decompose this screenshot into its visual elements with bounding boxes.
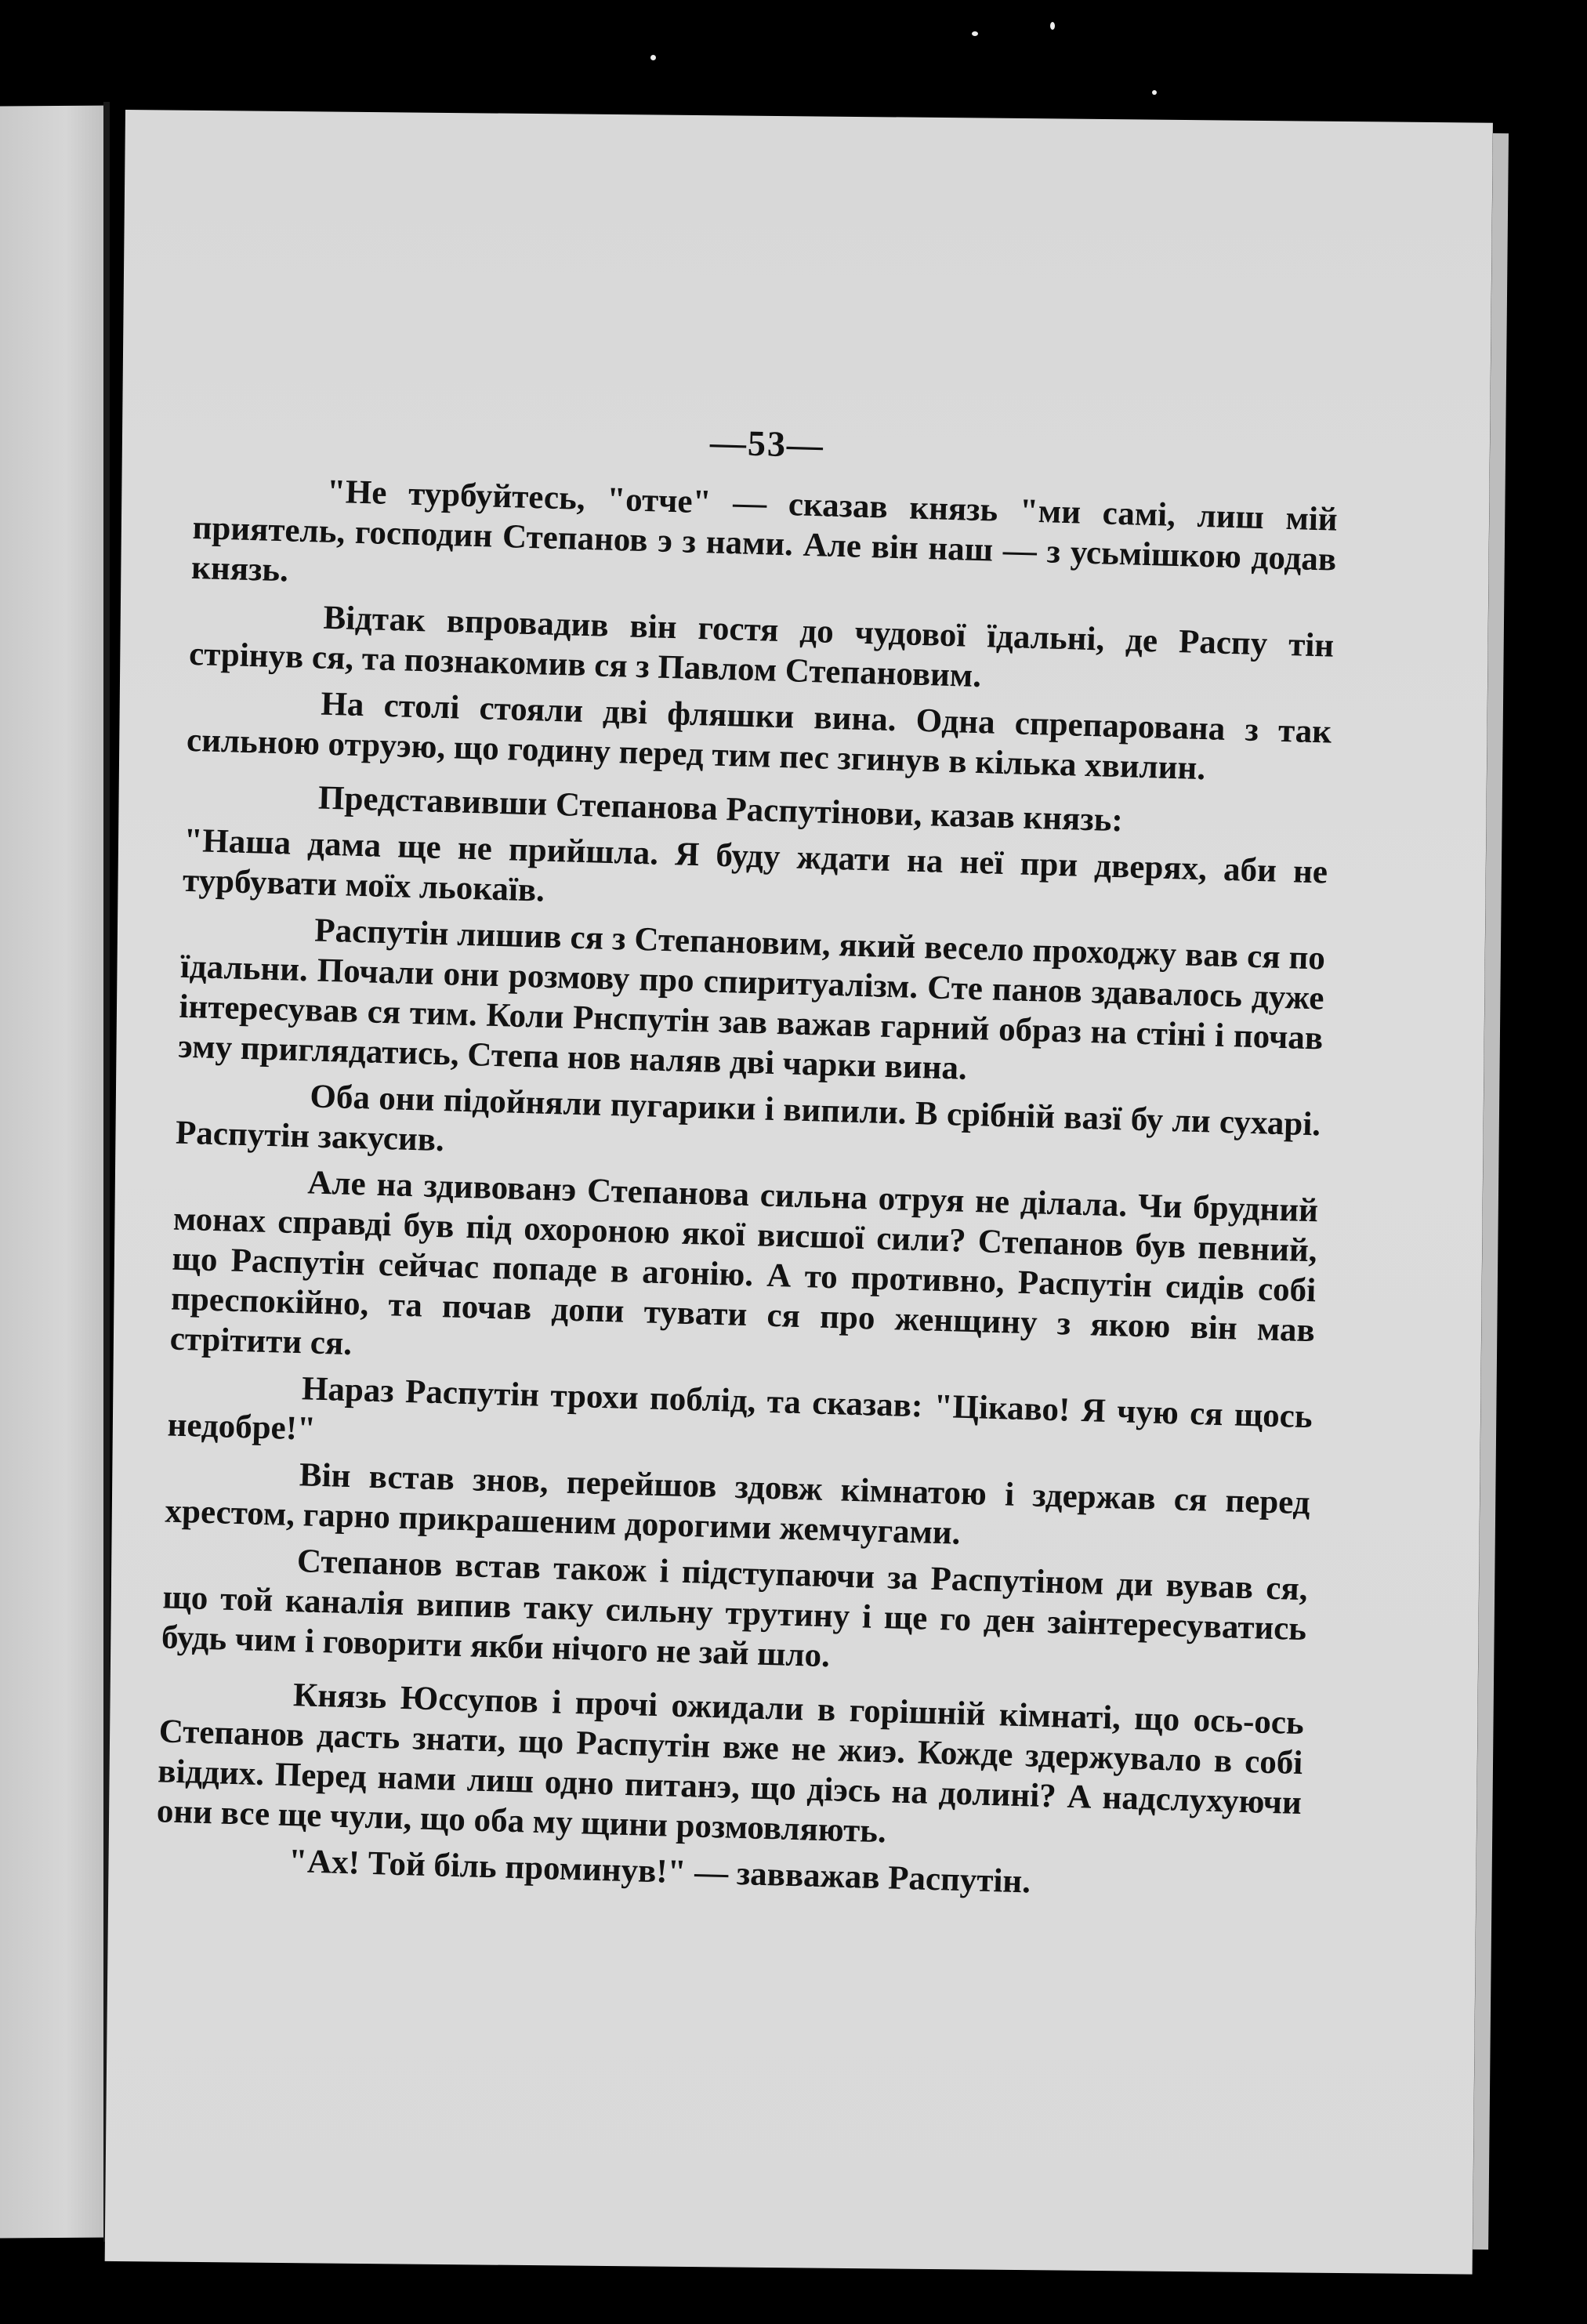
paragraph: Оба они підойняли пугарики і випили. В срібній вазї бу ли сухарі. Распутін закусив. <box>175 1078 1321 1159</box>
paragraph: Але на здивованэ Степанова сильна отруя не ділала. Чи брудний монах справді був під охороною якої висшої сили? Степанов був певний, що Распутін сейчас попаде в агонію. А то противно, Распутін сидів собі преспокійно, та почав допи тувати ся про женщину з якою він мав стрітити ся. <box>169 1164 1319 1363</box>
page-number: —53— <box>709 422 825 466</box>
page-text <box>154 408 1339 1916</box>
paragraph: На столі стояли дві фляшки вина. Одна спрепарована з так сильною отруэю, що годину перед тим пес згинув в кілька хвилин. <box>186 685 1332 788</box>
dust-speck <box>972 31 978 36</box>
paragraph: Відтак впровадив він гостя до чудової їдальні, де Распу тін стрінув ся, та познакомив ся з Павлом Степановим. <box>188 599 1335 695</box>
paragraph: Представивши Степанова Распутінови, казав князь: <box>317 779 1124 839</box>
dust-speck <box>1050 22 1055 30</box>
paragraph: Він встав знов, перейшов здовж кімнатою і здержав ся перед хрестом, гарно прикрашеним дорогими жемчугами. <box>165 1456 1311 1552</box>
paragraph: "Наша дама ще не прийшла. Я буду ждати на неї при дверях, аби не турбувати моїх льокаїв. <box>182 821 1328 909</box>
dust-speck <box>1152 90 1157 95</box>
paragraph: Князь Юссупов і прочі ожидали в горішній кімнаті, що ось-ось Степанов дасть знати, що Распутін вже не жиэ. Кожде здержувало в собі віддих. Перед нами лиш одно питанэ, що діэсь на долині? А надслухуючи они все ще чули, що оба му щини розмовляють. <box>156 1677 1305 1851</box>
paragraph: "Не турбуйтесь, "отче" — сказав князь "ми самі, лиш мій приятель, господин Степанов э з нами. Але він наш — з усьмішкою додав князь. <box>190 473 1339 589</box>
paragraph: Распутін лишив ся з Степановим, який весело проходжу вав ся по їдальни. Почали они розмову про спиритуалізм. Сте панов здавалось дуже інтересував ся тим. Коли Рнспутін зав важав гарний образ на стіні і почав эму приглядатись, Степа нов наляв дві чарки вина. <box>177 912 1326 1087</box>
paragraph: Степанов встав також і підступаючи за Распутіном ди вував ся, що той каналія випив таку сильну трутину і ще го ден заінтересуватись будь чим і говорити якби нічого не зай шло. <box>161 1543 1309 1675</box>
previous-page-edge <box>0 106 110 2239</box>
paragraph: Нараз Распутін трохи поблід, та сказав: "Цікаво! Я чую ся щось недобре!" <box>167 1370 1313 1448</box>
dust-speck <box>650 55 656 60</box>
paragraph: "Ах! Той біль проминув!" — завважав Распутін. <box>288 1843 1031 1901</box>
